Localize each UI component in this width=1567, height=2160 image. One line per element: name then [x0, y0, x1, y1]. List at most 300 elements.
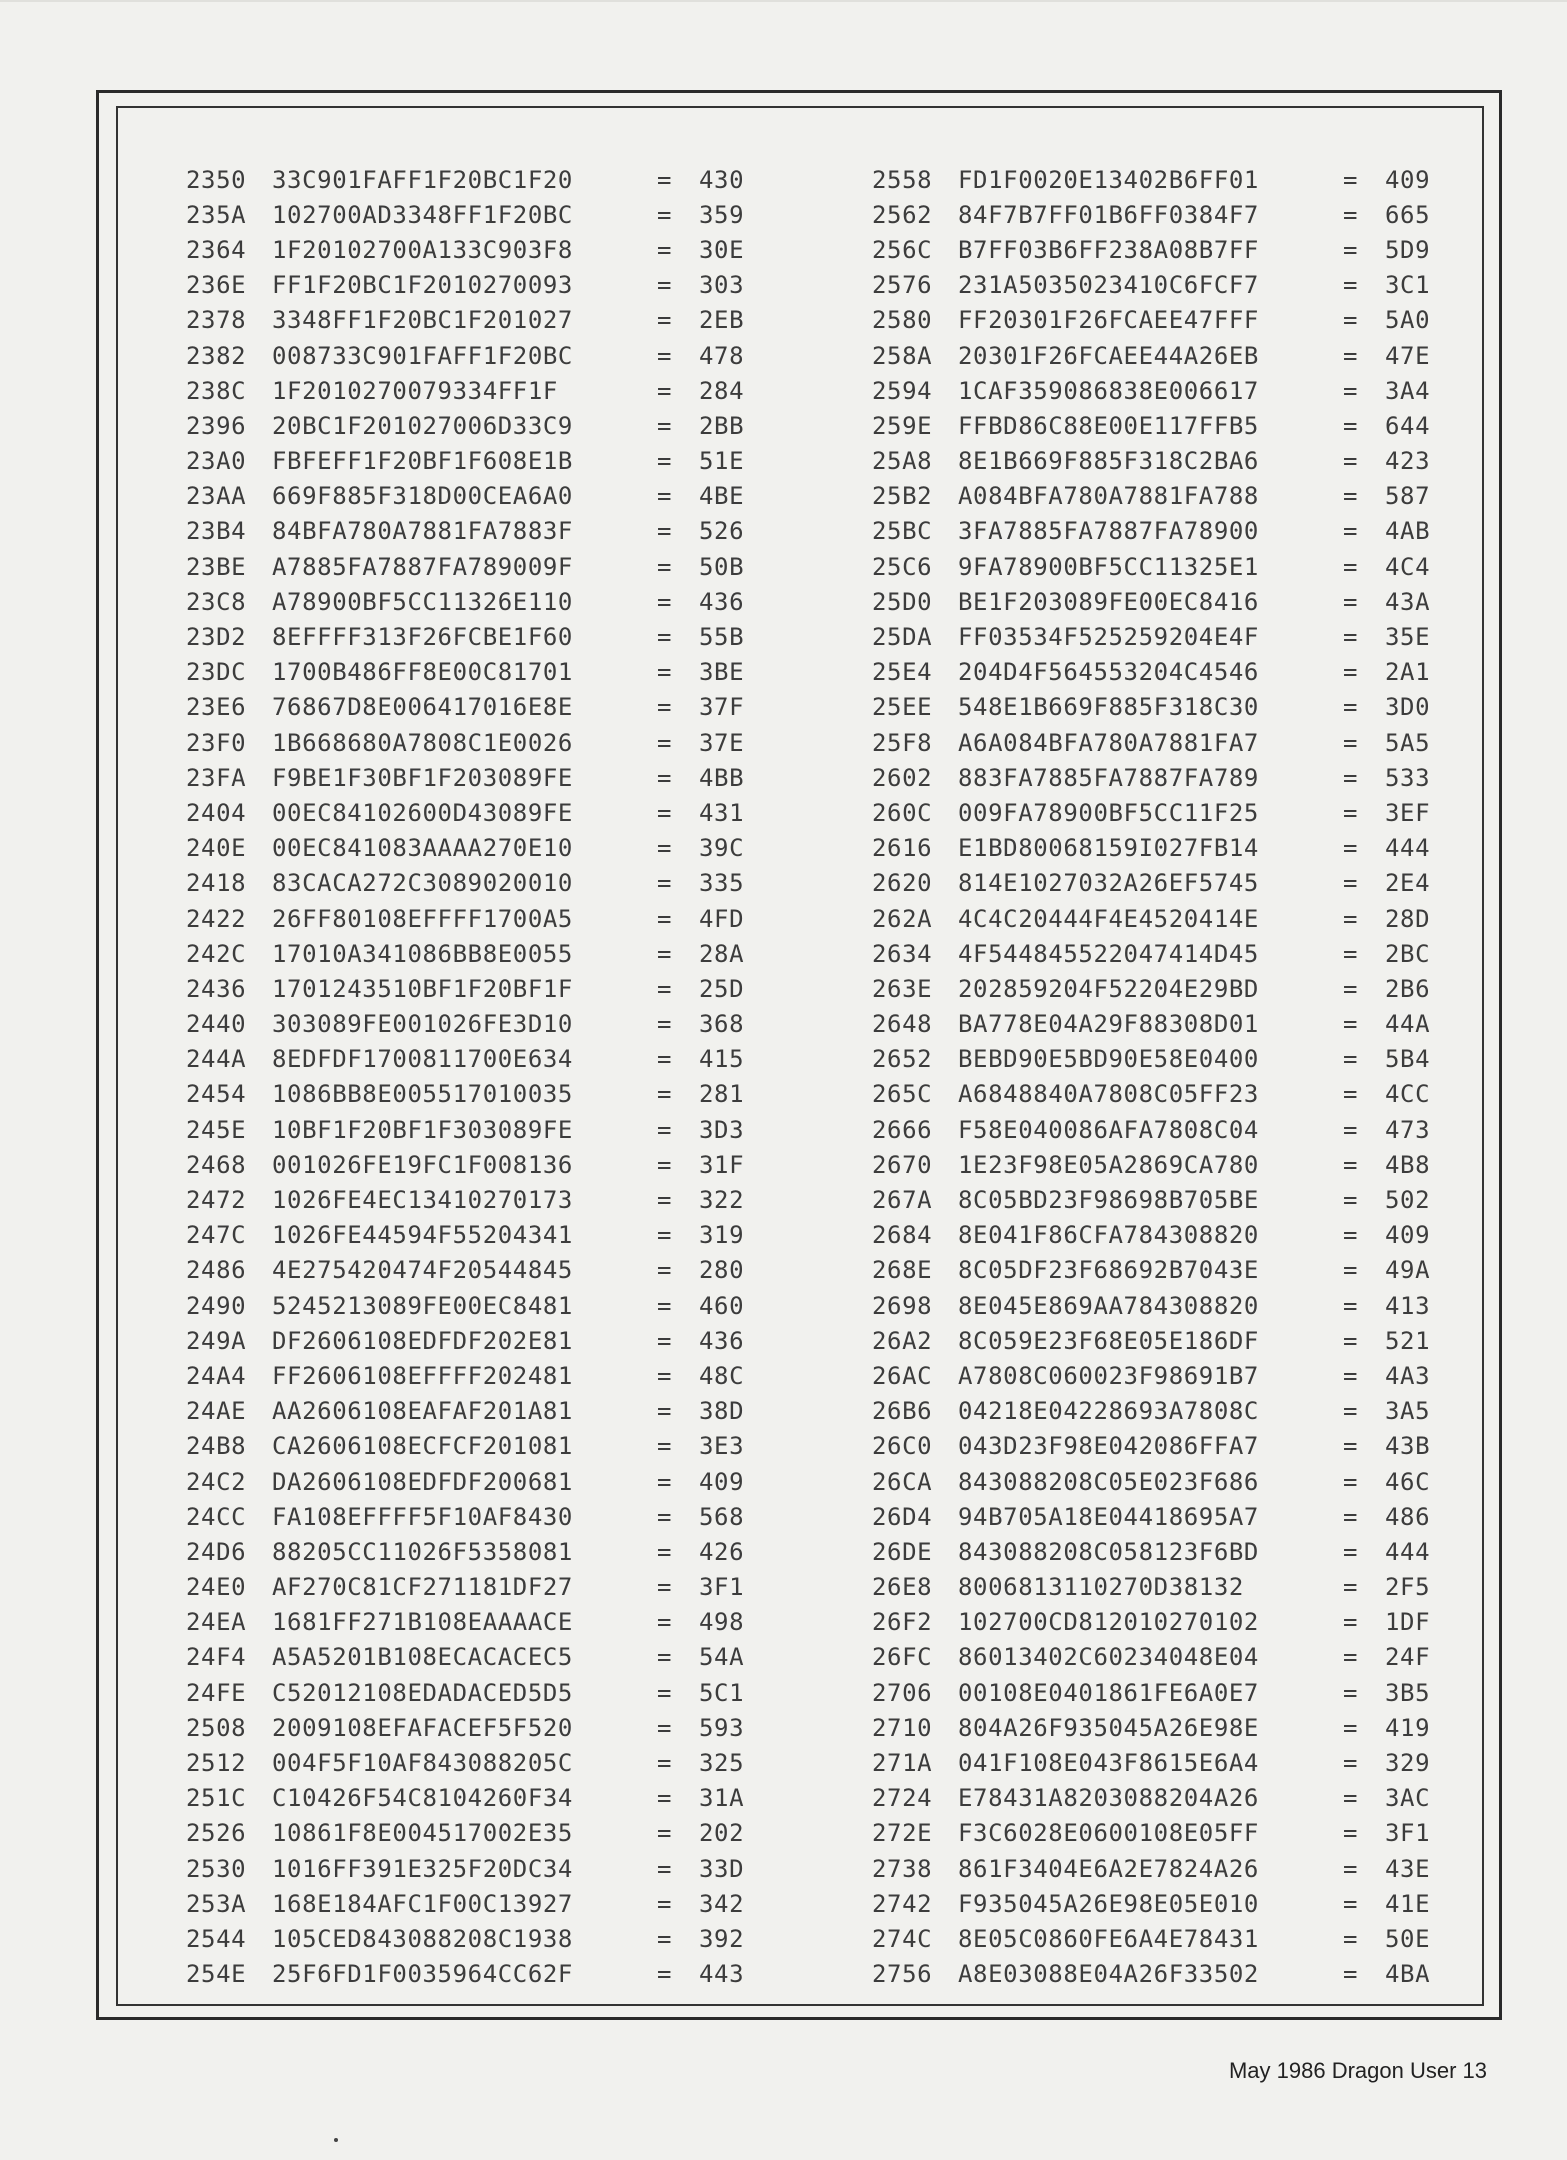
row-equals: =	[1343, 1256, 1359, 1285]
row-hex-data: 10BF1F20BF1F303089FE	[272, 1115, 573, 1144]
row-hex-data: A084BFA780A7881FA788	[958, 482, 1259, 511]
row-checksum: 41E	[1385, 1889, 1431, 1918]
row-equals: =	[1343, 869, 1359, 898]
row-equals: =	[657, 1186, 673, 1215]
row-equals: =	[1343, 693, 1359, 722]
row-address: 242C	[186, 939, 247, 968]
row-hex-data: 1681FF271B108EAAAACE	[272, 1608, 573, 1637]
row-hex-data: 102700AD3348FF1F20BC	[272, 200, 573, 229]
row-hex-data: 004F5F10AF843088205C	[272, 1749, 573, 1778]
row-equals: =	[1343, 235, 1359, 264]
listing-row	[872, 1218, 1492, 1253]
row-address: 23A0	[186, 447, 247, 476]
row-equals: =	[657, 200, 673, 229]
row-checksum: 3E3	[699, 1432, 745, 1461]
row-address: 23BE	[186, 552, 247, 581]
row-equals: =	[1343, 1643, 1359, 1672]
row-hex-data: FA108EFFFF5F10AF8430	[272, 1502, 573, 1531]
row-address: 26D4	[872, 1502, 933, 1531]
row-checksum: 4FD	[699, 904, 745, 933]
row-equals: =	[657, 1889, 673, 1918]
row-checksum: 431	[699, 798, 745, 827]
row-address: 25E4	[872, 658, 933, 687]
row-equals: =	[657, 869, 673, 898]
row-hex-data: 00EC84102600D43089FE	[272, 798, 573, 827]
row-equals: =	[657, 271, 673, 300]
row-hex-data: CA2606108ECFCF201081	[272, 1432, 573, 1461]
row-address: 24A4	[186, 1361, 247, 1390]
row-hex-data: 041F108E043F8615E6A4	[958, 1749, 1259, 1778]
listing-row	[186, 514, 806, 549]
row-checksum: 342	[699, 1889, 745, 1918]
listing-row	[186, 1675, 806, 1710]
listing-column-right	[872, 162, 1492, 1992]
row-checksum: 2BC	[1385, 939, 1431, 968]
row-equals: =	[1343, 939, 1359, 968]
row-equals: =	[657, 482, 673, 511]
listing-row	[186, 1781, 806, 1816]
row-address: 274C	[872, 1924, 933, 1953]
row-equals: =	[1343, 728, 1359, 757]
row-checksum: 430	[699, 165, 745, 194]
row-address: 2594	[872, 376, 933, 405]
row-equals: =	[1343, 1749, 1359, 1778]
row-address: 2648	[872, 1010, 933, 1039]
row-address: 2562	[872, 200, 933, 229]
listing-row	[186, 1007, 806, 1042]
row-hex-data: 20301F26FCAEE44A26EB	[958, 341, 1259, 370]
listing-row	[872, 1323, 1492, 1358]
listing-row	[872, 1816, 1492, 1851]
row-checksum: 49A	[1385, 1256, 1431, 1285]
row-equals: =	[657, 1080, 673, 1109]
row-address: 2738	[872, 1854, 933, 1883]
row-checksum: 444	[1385, 834, 1431, 863]
listing-row	[186, 1534, 806, 1569]
row-hex-data: F58E040086AFA7808C04	[958, 1115, 1259, 1144]
listing-row	[872, 936, 1492, 971]
row-checksum: 3C1	[1385, 271, 1431, 300]
listing-row	[186, 1429, 806, 1464]
row-hex-data: 88205CC11026F5358081	[272, 1537, 573, 1566]
row-hex-data: 669F885F318D00CEA6A0	[272, 482, 573, 511]
listing-row	[186, 549, 806, 584]
row-hex-data: 548E1B669F885F318C30	[958, 693, 1259, 722]
row-checksum: 28A	[699, 939, 745, 968]
row-address: 2418	[186, 869, 247, 898]
listing-row	[872, 760, 1492, 795]
row-hex-data: 83CACA272C3089020010	[272, 869, 573, 898]
listing-row	[186, 444, 806, 479]
row-address: 26AC	[872, 1361, 933, 1390]
listing-row	[872, 1182, 1492, 1217]
row-checksum: 4C4	[1385, 552, 1431, 581]
row-address: 2396	[186, 411, 247, 440]
row-checksum: 478	[699, 341, 745, 370]
row-equals: =	[1343, 658, 1359, 687]
row-hex-data: 8C059E23F68E05E186DF	[958, 1326, 1259, 1355]
row-equals: =	[657, 939, 673, 968]
row-checksum: 409	[699, 1467, 745, 1496]
row-address: 2756	[872, 1960, 933, 1989]
row-checksum: 444	[1385, 1537, 1431, 1566]
listing-row	[186, 338, 806, 373]
row-address: 2724	[872, 1784, 933, 1813]
row-hex-data: 009FA78900BF5CC11F25	[958, 798, 1259, 827]
row-checksum: 303	[699, 271, 745, 300]
row-address: 25F8	[872, 728, 933, 757]
listing-row	[872, 1640, 1492, 1675]
row-checksum: 2EB	[699, 306, 745, 335]
row-equals: =	[1343, 341, 1359, 370]
row-equals: =	[1343, 1537, 1359, 1566]
row-hex-data: 814E1027032A26EF5745	[958, 869, 1259, 898]
row-equals: =	[657, 974, 673, 1003]
row-hex-data: A7808C060023F98691B7	[958, 1361, 1259, 1390]
row-checksum: 502	[1385, 1186, 1431, 1215]
row-address: 245E	[186, 1115, 247, 1144]
row-checksum: 35E	[1385, 623, 1431, 652]
row-hex-data: F3C6028E0600108E05FF	[958, 1819, 1259, 1848]
row-address: 25D0	[872, 587, 933, 616]
row-address: 265C	[872, 1080, 933, 1109]
listing-row	[872, 831, 1492, 866]
row-checksum: 44A	[1385, 1010, 1431, 1039]
row-hex-data: FF20301F26FCAEE47FFF	[958, 306, 1259, 335]
listing-row	[186, 971, 806, 1006]
row-address: 24D6	[186, 1537, 247, 1566]
row-checksum: 368	[699, 1010, 745, 1039]
row-equals: =	[1343, 1432, 1359, 1461]
row-hex-data: F9BE1F30BF1F203089FE	[272, 763, 573, 792]
row-equals: =	[1343, 1010, 1359, 1039]
row-hex-data: A8E03088E04A26F33502	[958, 1960, 1259, 1989]
row-equals: =	[657, 1432, 673, 1461]
row-hex-data: 8E05C0860FE6A4E78431	[958, 1924, 1259, 1953]
row-equals: =	[657, 1573, 673, 1602]
listing-row	[872, 1675, 1492, 1710]
listing-row	[186, 831, 806, 866]
listing-row	[872, 584, 1492, 619]
row-address: 2710	[872, 1713, 933, 1742]
row-address: 2404	[186, 798, 247, 827]
listing-row	[872, 1781, 1492, 1816]
row-checksum: 5B4	[1385, 1045, 1431, 1074]
row-checksum: 486	[1385, 1502, 1431, 1531]
row-checksum: 46C	[1385, 1467, 1431, 1496]
row-hex-data: 1016FF391E325F20DC34	[272, 1854, 573, 1883]
row-checksum: 5A5	[1385, 728, 1431, 757]
row-address: 26CA	[872, 1467, 933, 1496]
row-equals: =	[657, 306, 673, 335]
row-address: 253A	[186, 1889, 247, 1918]
row-checksum: 436	[699, 1326, 745, 1355]
row-checksum: 533	[1385, 763, 1431, 792]
row-address: 23F0	[186, 728, 247, 757]
row-hex-data: A78900BF5CC11326E110	[272, 587, 573, 616]
row-address: 25C6	[872, 552, 933, 581]
row-checksum: 335	[699, 869, 745, 898]
row-checksum: 415	[699, 1045, 745, 1074]
row-address: 2490	[186, 1291, 247, 1320]
listing-row	[872, 655, 1492, 690]
row-address: 254E	[186, 1960, 247, 1989]
listing-row	[872, 338, 1492, 373]
row-equals: =	[1343, 411, 1359, 440]
row-equals: =	[657, 1467, 673, 1496]
row-checksum: 31F	[699, 1150, 745, 1179]
row-hex-data: 8EFFFF313F26FCBE1F60	[272, 623, 573, 652]
row-address: 2364	[186, 235, 247, 264]
listing-row	[186, 1077, 806, 1112]
row-address: 259E	[872, 411, 933, 440]
row-checksum: 3A5	[1385, 1397, 1431, 1426]
row-address: 2684	[872, 1221, 933, 1250]
row-equals: =	[1343, 200, 1359, 229]
row-address: 2670	[872, 1150, 933, 1179]
row-checksum: 1DF	[1385, 1608, 1431, 1637]
listing-row	[186, 1640, 806, 1675]
row-equals: =	[657, 1045, 673, 1074]
row-address: 2706	[872, 1678, 933, 1707]
listing-row	[186, 1886, 806, 1921]
row-address: 2698	[872, 1291, 933, 1320]
row-equals: =	[1343, 1502, 1359, 1531]
listing-row	[872, 1886, 1492, 1921]
row-hex-data: BA778E04A29F88308D01	[958, 1010, 1259, 1039]
row-checksum: 25D	[699, 974, 745, 1003]
row-equals: =	[657, 834, 673, 863]
row-checksum: 4BB	[699, 763, 745, 792]
row-address: 26F2	[872, 1608, 933, 1637]
listing-row	[872, 1570, 1492, 1605]
row-checksum: 38D	[699, 1397, 745, 1426]
row-address: 24EA	[186, 1608, 247, 1637]
row-address: 2666	[872, 1115, 933, 1144]
row-address: 23B4	[186, 517, 247, 546]
listing-row	[186, 1112, 806, 1147]
listing-row	[872, 1042, 1492, 1077]
row-hex-data: FF03534F525259204E4F	[958, 623, 1259, 652]
row-equals: =	[1343, 1467, 1359, 1496]
row-hex-data: 84BFA780A7881FA7883F	[272, 517, 573, 546]
row-checksum: 2F5	[1385, 1573, 1431, 1602]
row-hex-data: 043D23F98E042086FFA7	[958, 1432, 1259, 1461]
row-equals: =	[1343, 1326, 1359, 1355]
row-equals: =	[1343, 1854, 1359, 1883]
row-address: 2422	[186, 904, 247, 933]
row-hex-data: E78431A8203088204A26	[958, 1784, 1259, 1813]
row-equals: =	[657, 693, 673, 722]
row-hex-data: 3FA7885FA7887FA78900	[958, 517, 1259, 546]
row-checksum: 43E	[1385, 1854, 1431, 1883]
row-address: 267A	[872, 1186, 933, 1215]
row-hex-data: E1BD80068159I027FB14	[958, 834, 1259, 863]
row-hex-data: 8006813110270D38132	[958, 1573, 1244, 1602]
row-hex-data: AA2606108EAFAF201A81	[272, 1397, 573, 1426]
row-hex-data: A6848840A7808C05FF23	[958, 1080, 1259, 1109]
row-equals: =	[657, 1749, 673, 1778]
row-checksum: 5D9	[1385, 235, 1431, 264]
row-hex-data: 86013402C60234048E04	[958, 1643, 1259, 1672]
row-checksum: 3AC	[1385, 1784, 1431, 1813]
row-hex-data: 1086BB8E005517010035	[272, 1080, 573, 1109]
row-hex-data: 1F20102700A133C903F8	[272, 235, 573, 264]
row-address: 2382	[186, 341, 247, 370]
row-equals: =	[1343, 1924, 1359, 1953]
row-hex-data: 26FF80108EFFFF1700A5	[272, 904, 573, 933]
row-equals: =	[1343, 552, 1359, 581]
listing-row	[872, 373, 1492, 408]
row-hex-data: 5245213089FE00EC8481	[272, 1291, 573, 1320]
listing-row	[186, 162, 806, 197]
listing-row	[186, 373, 806, 408]
row-hex-data: 33C901FAFF1F20BC1F20	[272, 165, 573, 194]
row-checksum: 24F	[1385, 1643, 1431, 1672]
row-equals: =	[1343, 165, 1359, 194]
listing-row	[872, 1921, 1492, 1956]
listing-row	[872, 866, 1492, 901]
row-address: 2742	[872, 1889, 933, 1918]
row-hex-data: 231A5035023410C6FCF7	[958, 271, 1259, 300]
listing-row	[186, 1323, 806, 1358]
row-checksum: 4A3	[1385, 1361, 1431, 1390]
row-checksum: 2BB	[699, 411, 745, 440]
listing-row	[872, 1464, 1492, 1499]
row-checksum: 3A4	[1385, 376, 1431, 405]
listing-row	[186, 1921, 806, 1956]
row-hex-data: 10861F8E004517002E35	[272, 1819, 573, 1848]
row-address: 2526	[186, 1819, 247, 1848]
row-checksum: 644	[1385, 411, 1431, 440]
page-footer: May 1986 Dragon User 13	[1228, 2058, 1487, 2083]
row-hex-data: 00108E0401861FE6A0E7	[958, 1678, 1259, 1707]
row-address: 23E6	[186, 693, 247, 722]
row-checksum: 3EF	[1385, 798, 1431, 827]
listing-row	[186, 866, 806, 901]
row-equals: =	[1343, 517, 1359, 546]
row-checksum: 665	[1385, 200, 1431, 229]
row-address: 25B2	[872, 482, 933, 511]
row-hex-data: BEBD90E5BD90E58E0400	[958, 1045, 1259, 1074]
row-hex-data: 8E041F86CFA784308820	[958, 1221, 1259, 1250]
row-equals: =	[1343, 1186, 1359, 1215]
listing-row	[186, 1218, 806, 1253]
row-address: 2576	[872, 271, 933, 300]
row-checksum: 5A0	[1385, 306, 1431, 335]
row-checksum: 37F	[699, 693, 745, 722]
top-edge	[0, 0, 1567, 2]
listing-row	[186, 1816, 806, 1851]
listing-row	[186, 1358, 806, 1393]
row-checksum: 423	[1385, 447, 1431, 476]
row-checksum: 280	[699, 1256, 745, 1285]
row-equals: =	[657, 1150, 673, 1179]
listing-row	[872, 1112, 1492, 1147]
row-equals: =	[1343, 1608, 1359, 1637]
row-equals: =	[657, 1502, 673, 1531]
row-address: 24E0	[186, 1573, 247, 1602]
row-checksum: 3D3	[699, 1115, 745, 1144]
row-checksum: 5C1	[699, 1678, 745, 1707]
row-address: 23D2	[186, 623, 247, 652]
row-checksum: 426	[699, 1537, 745, 1566]
row-checksum: 413	[1385, 1291, 1431, 1320]
listing-row	[186, 760, 806, 795]
row-hex-data: A6A084BFA780A7881FA7	[958, 728, 1259, 757]
listing-row	[872, 725, 1492, 760]
row-hex-data: 1E23F98E05A2869CA780	[958, 1150, 1259, 1179]
row-checksum: 443	[699, 1960, 745, 1989]
row-address: 249A	[186, 1326, 247, 1355]
row-address: 2602	[872, 763, 933, 792]
listing-row	[872, 1253, 1492, 1288]
row-hex-data: 303089FE001026FE3D10	[272, 1010, 573, 1039]
row-hex-data: 8E1B669F885F318C2BA6	[958, 447, 1259, 476]
listing-row	[872, 1534, 1492, 1569]
listing-row	[186, 1042, 806, 1077]
row-address: 25EE	[872, 693, 933, 722]
row-equals: =	[657, 1326, 673, 1355]
row-equals: =	[657, 1256, 673, 1285]
listing-row	[186, 408, 806, 443]
row-address: 236E	[186, 271, 247, 300]
print-speck	[334, 2138, 338, 2142]
listing-row	[186, 1464, 806, 1499]
listing-row	[186, 690, 806, 725]
row-equals: =	[657, 1819, 673, 1848]
row-checksum: 51E	[699, 447, 745, 476]
listing-row	[186, 479, 806, 514]
row-address: 2350	[186, 165, 247, 194]
row-equals: =	[657, 1713, 673, 1742]
row-equals: =	[1343, 1819, 1359, 1848]
row-checksum: 39C	[699, 834, 745, 863]
row-equals: =	[1343, 1713, 1359, 1742]
row-hex-data: 9FA78900BF5CC11325E1	[958, 552, 1259, 581]
row-address: 23C8	[186, 587, 247, 616]
listing-row	[872, 619, 1492, 654]
listing-row	[872, 1077, 1492, 1112]
row-address: 258A	[872, 341, 933, 370]
row-address: 256C	[872, 235, 933, 264]
listing-row	[872, 162, 1492, 197]
row-equals: =	[657, 763, 673, 792]
row-checksum: 409	[1385, 165, 1431, 194]
row-equals: =	[657, 1960, 673, 1989]
row-equals: =	[657, 165, 673, 194]
row-checksum: 2E4	[1385, 869, 1431, 898]
row-address: 26C0	[872, 1432, 933, 1461]
row-equals: =	[657, 447, 673, 476]
row-equals: =	[1343, 1361, 1359, 1390]
row-hex-data: 168E184AFC1F00C13927	[272, 1889, 573, 1918]
row-checksum: 28D	[1385, 904, 1431, 933]
row-address: 2436	[186, 974, 247, 1003]
row-hex-data: BE1F203089FE00EC8416	[958, 587, 1259, 616]
row-checksum: 50B	[699, 552, 745, 581]
row-address: 26E8	[872, 1573, 933, 1602]
row-hex-data: 883FA7885FA7887FA789	[958, 763, 1259, 792]
row-address: 2620	[872, 869, 933, 898]
row-checksum: 4AB	[1385, 517, 1431, 546]
listing-row	[186, 584, 806, 619]
listing-row	[186, 1182, 806, 1217]
row-address: 262A	[872, 904, 933, 933]
row-hex-data: 8EDFDF1700811700E634	[272, 1045, 573, 1074]
row-equals: =	[657, 1924, 673, 1953]
row-checksum: 30E	[699, 235, 745, 264]
